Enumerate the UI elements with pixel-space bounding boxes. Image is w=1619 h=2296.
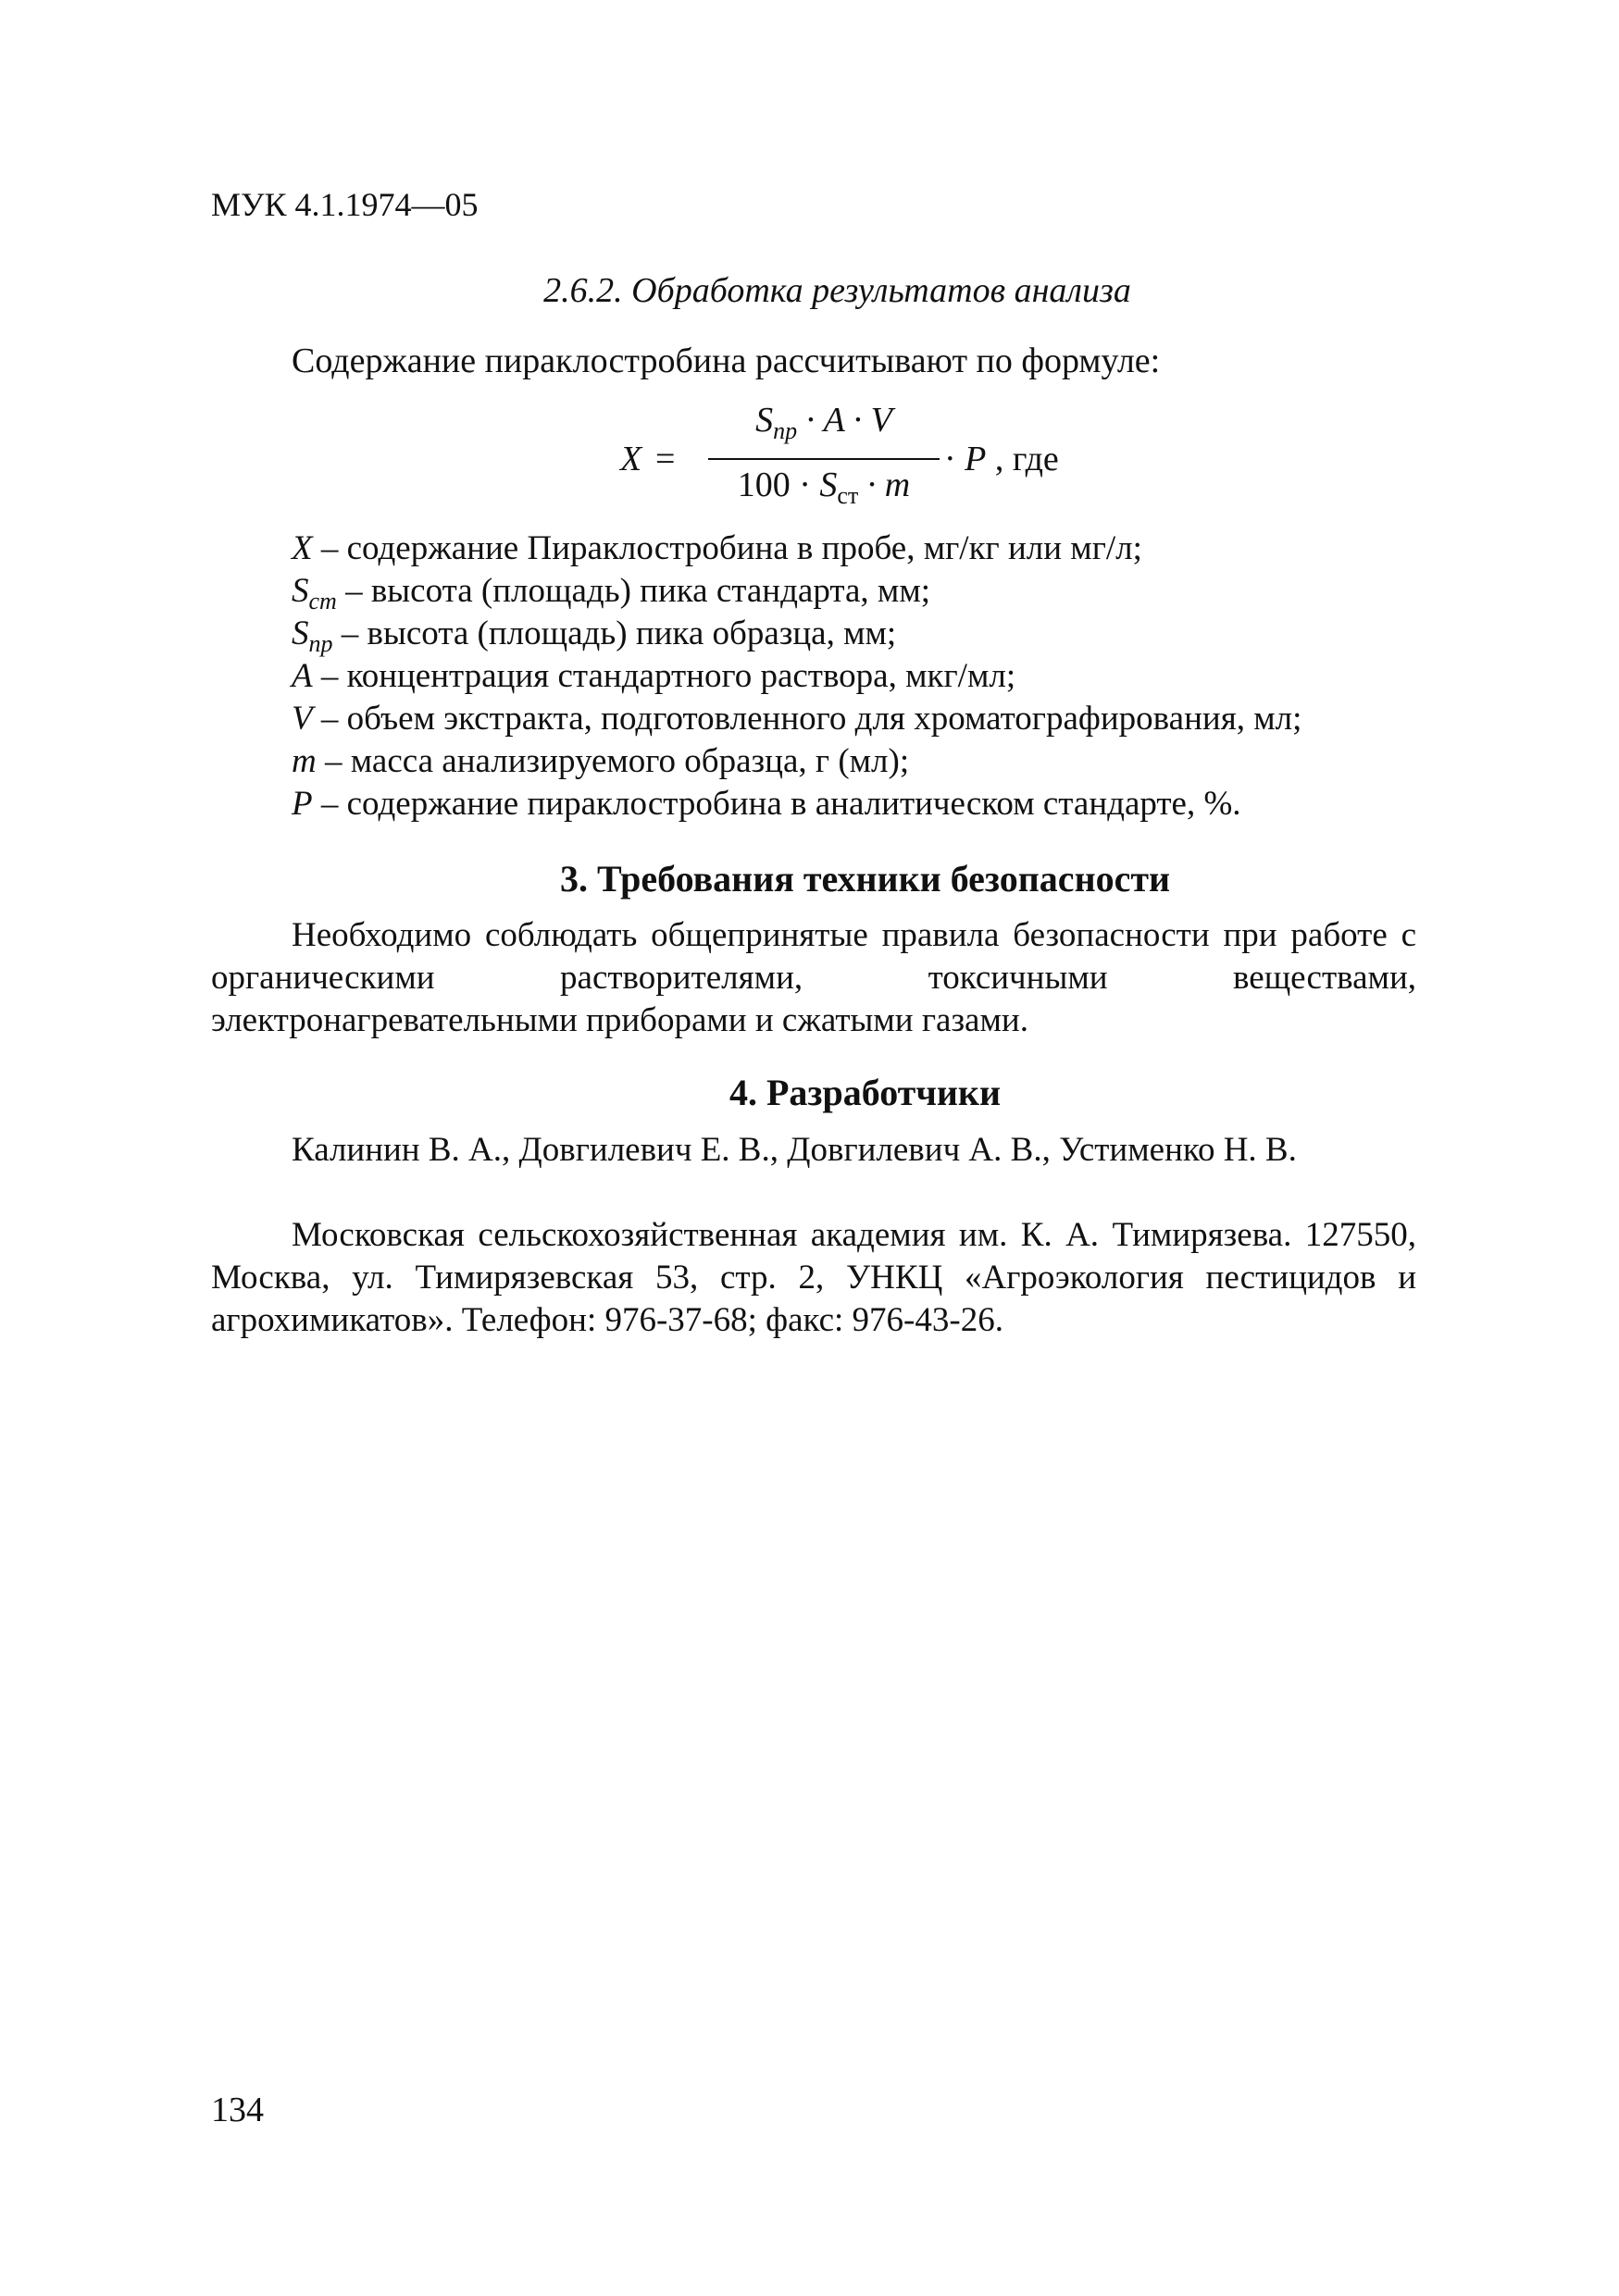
section-3-text: Необходимо соблюдать общепринятые правила безопасности при работе с органическими растворителями, токсичными веществами, электронагревательными приборами и сжатыми газами. <box>211 916 1416 1039</box>
definition-item: P – содержание пираклостробина в аналитическом стандарте, %. <box>292 785 1241 823</box>
definition-item: V – объем экстракта, подготовленного для хроматографирования, мл; <box>292 700 1302 738</box>
formula-intro: Содержание пираклостробина рассчитывают по формуле: <box>292 341 1161 380</box>
formula-lhs: X <box>620 440 642 478</box>
formula-numerator: $S_{пр} \cdot A \cdot V$ <box>755 401 892 444</box>
page-number: 134 <box>211 2091 264 2129</box>
definition-item: m – масса анализируемого образца, г (мл); <box>292 742 910 780</box>
section-4-authors: Калинин В. А., Довгилевич Е. В., Довгилевич А. В., Устименко Н. В. <box>292 1131 1297 1169</box>
section-4-title: 4. Разработчики <box>729 1072 1002 1113</box>
section-3-title: 3. Требования техники безопасности <box>559 858 1171 900</box>
formula-denominator: $100 \cdot S_{ст} \cdot m$ <box>737 465 911 509</box>
definition-item: $S_{ст}$ – высота (площадь) пика стандарта, мм; <box>292 572 931 614</box>
formula-fraction-bar <box>708 458 940 460</box>
formula-tail: · P , где <box>944 440 1059 478</box>
formula-equals: = <box>655 440 676 478</box>
formula <box>620 400 1065 520</box>
variable-definitions <box>292 527 1301 825</box>
definition-item: $S_{пр}$ – высота (площадь) пика образца, мм; <box>292 614 897 657</box>
definition-item: A – концентрация стандартного раствора, мкг/мл; <box>292 657 1016 695</box>
definition-item: X – содержание Пираклостробина в пробе, мг/кг или мг/л; <box>292 529 1142 567</box>
section-2-6-2-title: 2.6.2. Обработка результатов анализа <box>543 271 1131 310</box>
document-code: МУК 4.1.1974—05 <box>211 186 479 223</box>
section-4-organization: Московская сельскохозяйственная академия им. К. А. Тимирязева. 127550, Москва, ул. Тимирязевская 53, стр. 2, УНКЦ «Агроэкология пестицидов и агрохимикатов». Телефон: 976-37-68; факс: 976-43-26. <box>211 1216 1416 1339</box>
